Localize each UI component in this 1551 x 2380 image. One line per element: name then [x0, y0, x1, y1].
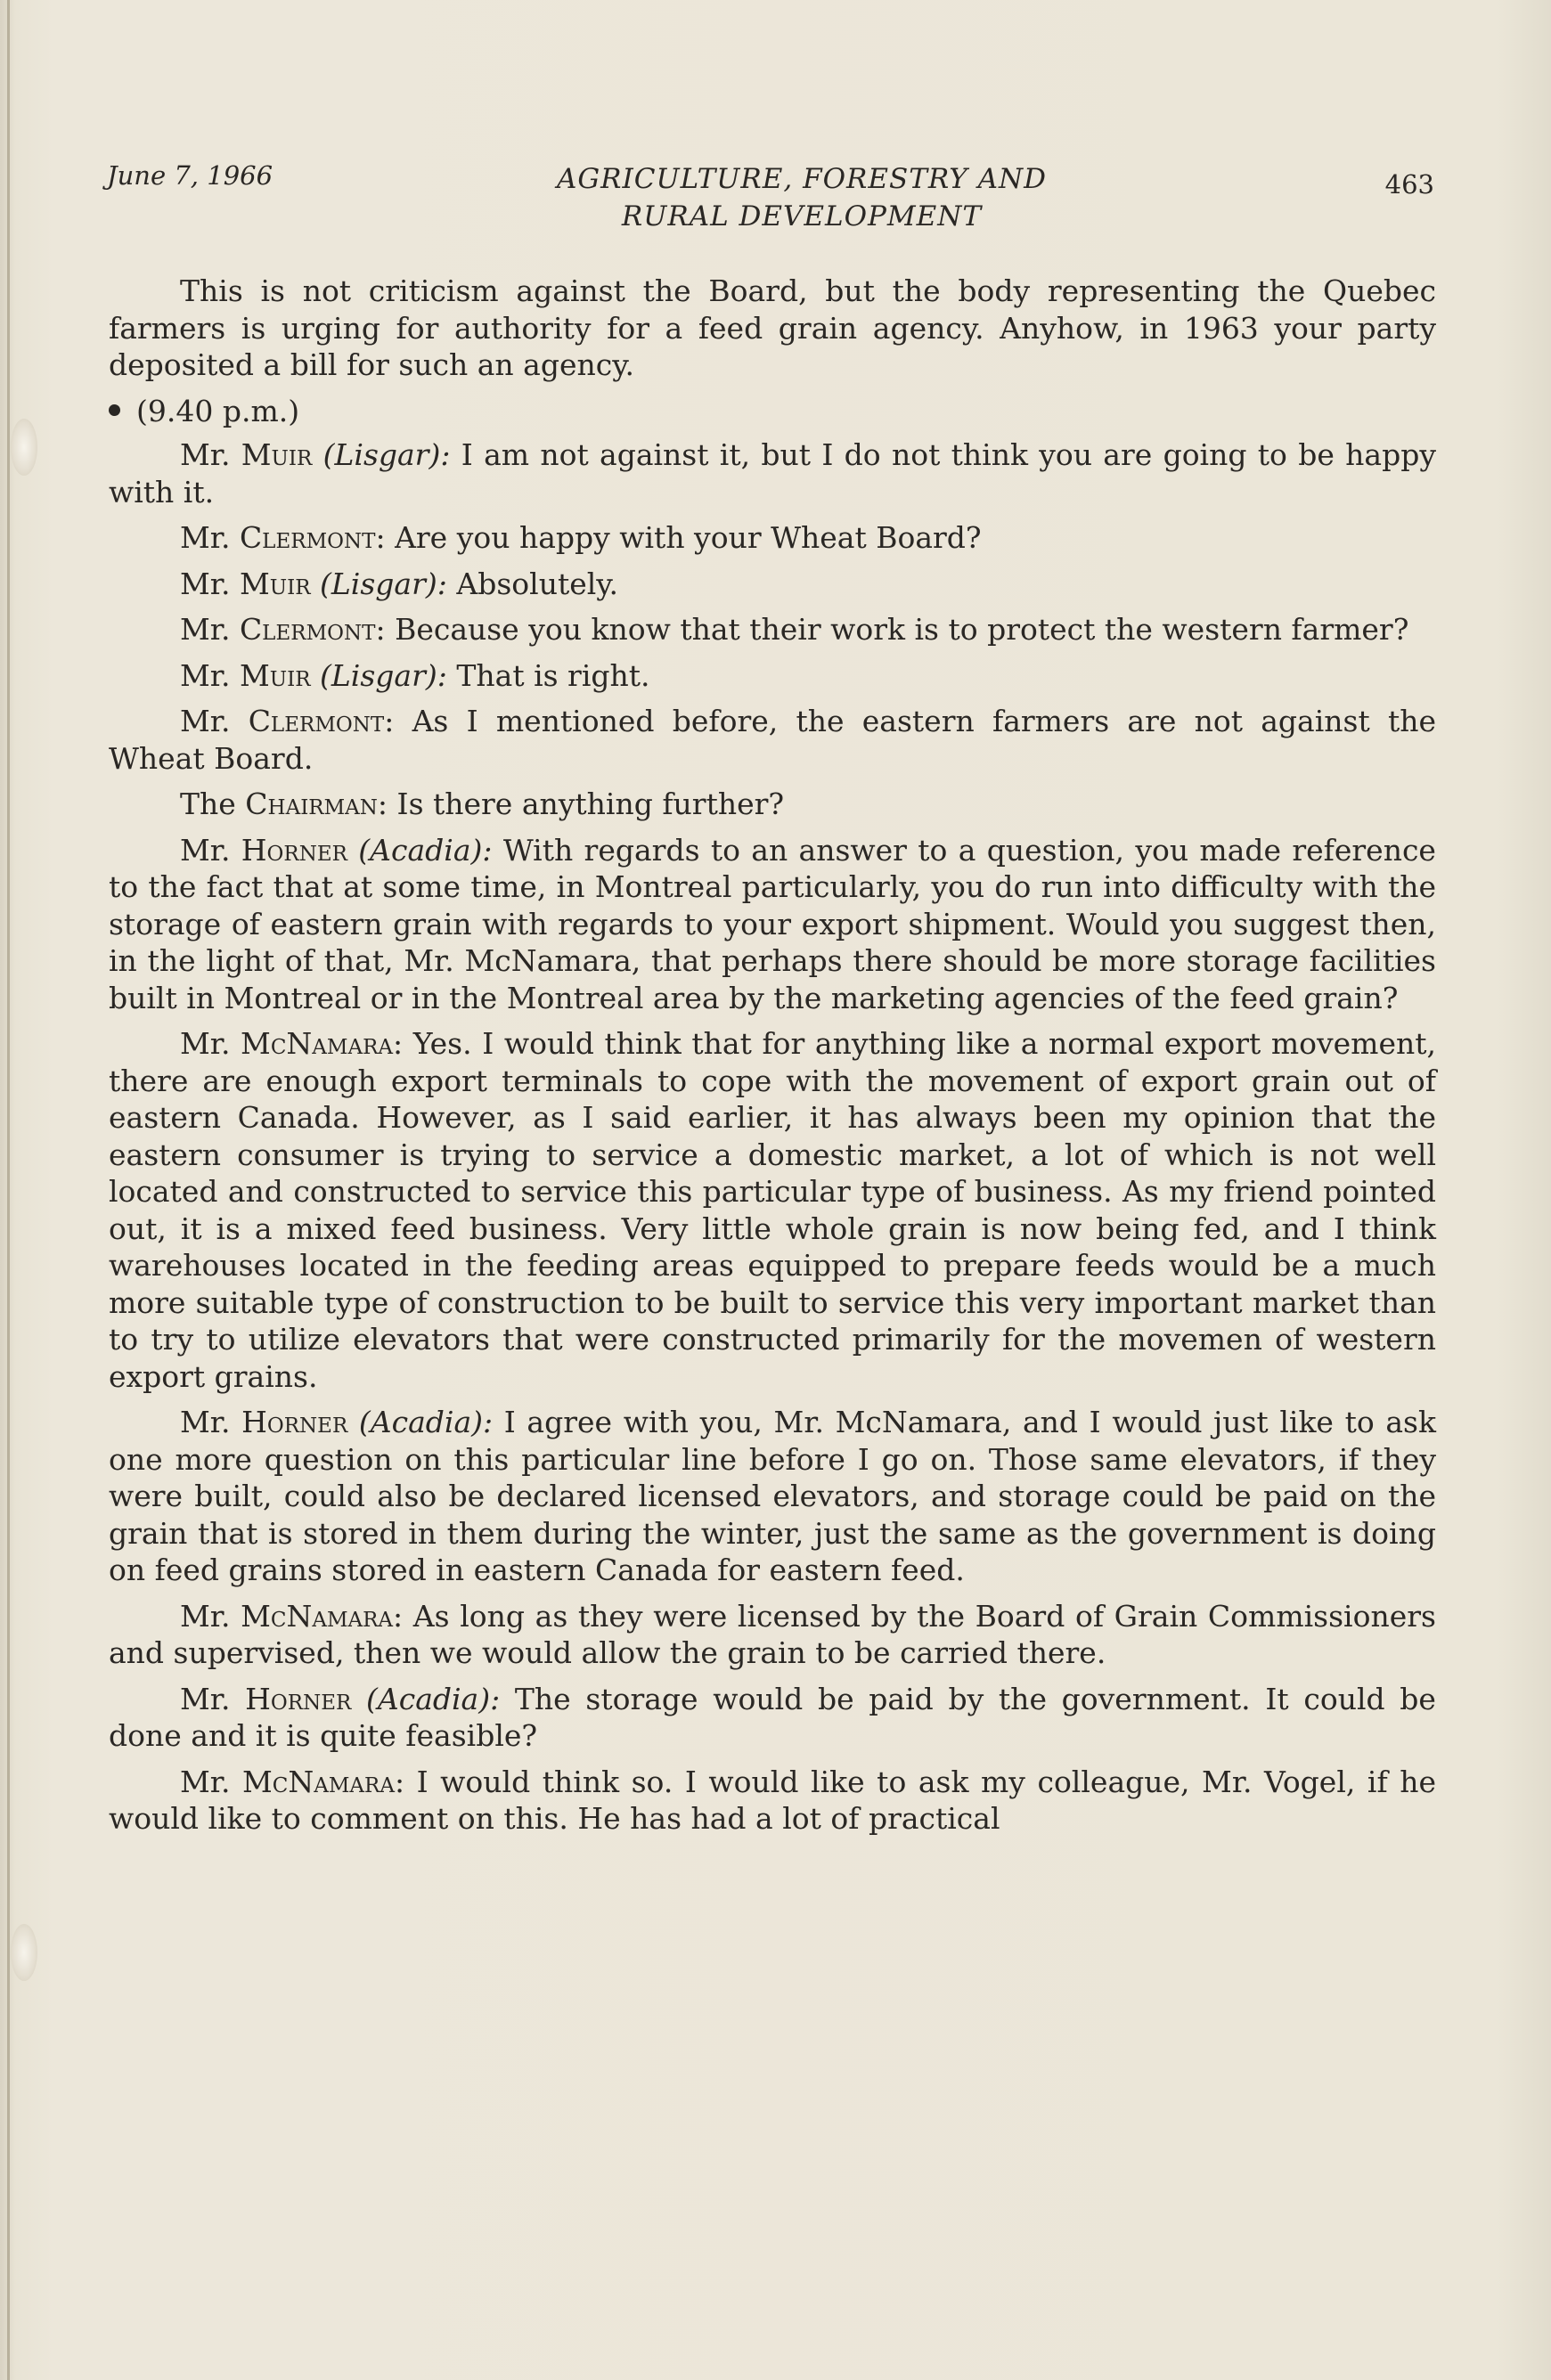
paragraph [109, 832, 1436, 1017]
speaker-name: Horner [241, 1405, 348, 1439]
paragraph [109, 1025, 1436, 1395]
speaker-riding: (Lisgar): [320, 566, 447, 601]
header-date: June 7, 1966 [107, 160, 273, 191]
speaker-riding: (Acadia): [366, 1681, 501, 1716]
speaker-name: Muir [239, 566, 311, 601]
speaker-name: Clermont: [239, 520, 386, 555]
speaker-riding: (Acadia): [358, 832, 493, 868]
paragraph [109, 703, 1436, 777]
paragraph [109, 786, 1436, 823]
speaker-riding: (Lisgar): [320, 657, 447, 693]
speaker-title: Mr. [180, 437, 231, 472]
header-title [410, 160, 1194, 235]
header-title-line-2: RURAL DEVELOPMENT [621, 200, 983, 232]
paragraph [109, 611, 1436, 648]
speaker-title: Mr. [180, 1026, 231, 1061]
speech-text: As long as they were licensed by the Board of Grain Commissioners and supervised, then we would allow the grain to be carried there. [109, 1598, 1436, 1670]
paragraph: This is not criticism against the Board, but the body representing the Quebec farmers is urging for authority for a feed grain agency. Anyhow, in 1963 your party deposited a bill for such an agency. [109, 273, 1436, 382]
speaker-title: The [180, 787, 236, 821]
speaker-name: McNamara: [241, 1764, 405, 1799]
bullet-icon [109, 404, 120, 416]
speech-text: Absolutely. [456, 566, 619, 601]
speaker-name: McNamara: [241, 1026, 404, 1061]
speaker-name: McNamara: [241, 1598, 404, 1634]
speaker-riding: (Lisgar): [322, 437, 451, 472]
speaker-name: Clermont: [248, 704, 395, 738]
speech-text: The storage would be paid by the government. It could be done and it is quite feasible? [109, 1681, 1436, 1753]
speaker-name: Chairman: [245, 787, 388, 821]
paragraph [109, 657, 1436, 695]
speaker-title: Mr. [180, 704, 231, 738]
speech-text: That is right. [456, 657, 650, 693]
punch-hole [11, 419, 37, 476]
speaker-title: Mr. [180, 1598, 231, 1634]
speech-text: Yes. I would think that for anything like a normal export movement, there are enough export terminals to cope with the movement of export grain out of eastern Canada. However, as I said earlier, it has always been my opinion that the eastern consumer is trying to service a domestic market, a lot of which is not well located and constructed to service this particular type of business. As my friend pointed out, it is a mixed feed business. Very little whole grain is now being fed, and I think warehouses located in the feeding areas equipped to prepare feeds would be a much more suitable type of construction to be built to service this very important market than to try to utilize elevators that were constructed primarily for the movemen of western export grains. [109, 1026, 1436, 1394]
speech-text: I agree with you, Mr. McNamara, and I would just like to ask one more question on this particular line before I go on. Those same elevators, if they were built, could also be declared licensed elevators, and storage could be paid on the grain that is stored in them during the winter, just the same as the government is doing on feed grains stored in eastern Canada for eastern feed. [109, 1405, 1436, 1587]
speaker-title: Mr. [180, 1681, 231, 1716]
speaker-name: Clermont: [239, 612, 386, 647]
speaker-riding: (Acadia): [358, 1405, 494, 1439]
speaker-title: Mr. [180, 520, 231, 555]
time-text: (9.40 p.m.) [136, 393, 300, 428]
speech-text: As I mentioned before, the eastern farmers are not against the Wheat Board. [109, 704, 1436, 776]
speech-text: Because you know that their work is to protect the western farmer? [395, 612, 1409, 647]
speaker-title: Mr. [180, 1764, 231, 1799]
speech-text: I am not against it, but I do not think you are going to be happy with it. [109, 437, 1436, 509]
time-marker [109, 393, 1436, 430]
running-header [107, 160, 1434, 240]
paragraph [109, 1598, 1436, 1672]
speech-text: With regards to an answer to a question, you made reference to the fact that at some time, in Montreal particularly, you do run into difficulty with the storage of eastern grain with regards to your export shipment. Would you suggest then, in the light of that, Mr. McNamara, that perhaps there should be more storage facilities built in Montreal or in the Montreal area by the marketing agencies of the feed grain? [109, 832, 1436, 1015]
speaker-name: Muir [239, 657, 311, 693]
page-number: 463 [1384, 169, 1434, 200]
binding-edge [7, 0, 10, 2380]
speaker-name: Horner [241, 832, 347, 868]
speaker-name: Muir [241, 437, 313, 472]
paragraph [109, 436, 1436, 510]
speaker-name: Horner [245, 1681, 352, 1716]
speech-text: I would think so. I would like to ask my colleague, Mr. Vogel, if he would like to comment on this. He has had a lot of practical [109, 1764, 1436, 1836]
paragraph [109, 519, 1436, 557]
transcript-body [109, 273, 1436, 1846]
paragraph [109, 566, 1436, 603]
speaker-title: Mr. [180, 612, 231, 647]
speaker-title: Mr. [180, 832, 231, 868]
punch-hole [11, 1924, 37, 1981]
paragraph [109, 1404, 1436, 1589]
speaker-title: Mr. [180, 1405, 231, 1439]
paragraph [109, 1764, 1436, 1838]
paragraph [109, 1681, 1436, 1755]
speaker-title: Mr. [180, 657, 231, 693]
speech-text: Are you happy with your Wheat Board? [395, 520, 982, 555]
header-title-line-1: AGRICULTURE, FORESTRY AND [556, 163, 1047, 195]
speech-text: Is there anything further? [396, 787, 785, 821]
speaker-title: Mr. [180, 566, 231, 601]
